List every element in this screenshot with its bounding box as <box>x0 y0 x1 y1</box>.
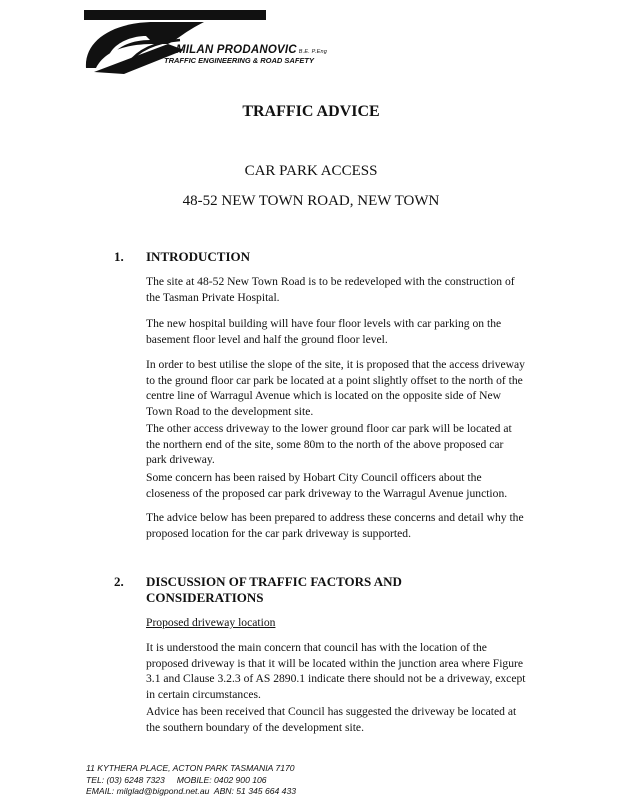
page-footer <box>86 763 296 798</box>
section-1-number: 1. <box>114 249 124 264</box>
paragraph: The other access driveway to the lower ground floor car park will be located at the northern end of the site, some 80m to the north of the above proposed car park driveway. <box>146 422 512 466</box>
paragraph: The new hospital building will have four floor levels with car parking on the basement floor level and half the ground floor level. <box>146 317 502 346</box>
footer-address: 11 KYTHERA PLACE, ACTON PARK TASMANIA 7170 <box>86 763 295 773</box>
paragraph: Advice has been received that Council has suggested the driveway be located at the southern boundary of the development site. <box>146 705 517 734</box>
document-title: TRAFFIC ADVICE <box>242 103 380 120</box>
footer-phone: TEL: (03) 6248 7323 MOBILE: 0402 900 106 <box>86 774 267 785</box>
section-2-subheading: Proposed driveway location <box>146 616 276 629</box>
section-2-number: 2. <box>114 574 124 589</box>
section-1-heading: INTRODUCTION <box>146 249 251 264</box>
paragraph: It is understood the main concern that council has with the location of the proposed driveway is that it will be located within the junction area where Figure 3.1 and Clause 3.2.3 of AS 2890.1 indicate there should not be a driveway, except in certain circumstances. <box>146 641 526 701</box>
paragraph: In order to best utilise the slope of the site, it is proposed that the access driveway to the ground floor car park be located at a point slightly offset to the north of the centre line of Warragul Avenue which is located on the opposite side of New Town Road to the development site. <box>146 358 525 418</box>
footer-email: EMAIL: milglad@bigpond.net.au ABN: 51 345 664 433 <box>86 786 297 796</box>
logo-tagline: TRAFFIC ENGINEERING & ROAD SAFETY <box>164 56 315 65</box>
logo-company-name: MILAN PRODANOVIC B.E. P.Eng <box>176 44 327 56</box>
document-subtitle-address: 48-52 NEW TOWN ROAD, NEW TOWN <box>182 193 440 209</box>
document-subtitle-car-park: CAR PARK ACCESS <box>244 163 378 179</box>
logo-qualifications: B.E. P.Eng <box>298 49 327 55</box>
paragraph: Some concern has been raised by Hobart City Council officers about the closeness of the proposed car park driveway to the Warragul Avenue junction. <box>146 471 508 500</box>
section-2-heading: DISCUSSION OF TRAFFIC FACTORS AND CONSIDERATIONS <box>146 574 402 605</box>
company-logo <box>84 10 334 80</box>
paragraph: The site at 48-52 New Town Road is to be redeveloped with the construction of the Tasman Private Hospital. <box>146 275 515 304</box>
paragraph: The advice below has been prepared to address these concerns and detail why the proposed location for the car park driveway is supported. <box>146 511 524 540</box>
